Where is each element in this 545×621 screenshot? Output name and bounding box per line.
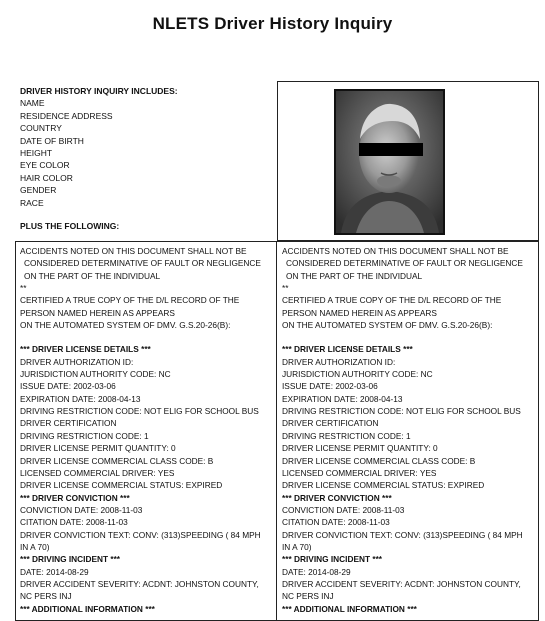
- commercial-class-line: DRIVER LICENSE COMMERCIAL CLASS CODE: B: [282, 455, 476, 466]
- issue-date-line: ISSUE DATE: 2002-03-06: [282, 381, 378, 392]
- disclaimer-line: ON THE PART OF THE INDIVIDUAL: [24, 270, 161, 281]
- includes-item: GENDER: [20, 185, 57, 196]
- restriction-code-line: DRIVING RESTRICTION CODE: 1: [282, 430, 411, 441]
- incident-date-line: DATE: 2014-08-29: [20, 566, 89, 577]
- issue-date-line: ISSUE DATE: 2002-03-06: [20, 381, 116, 392]
- citation-date-line: CITATION DATE: 2008-11-03: [20, 517, 128, 528]
- certification-line: DRIVER CERTIFICATION: [282, 418, 379, 429]
- conviction-text-line: DRIVER CONVICTION TEXT: CONV: (313)SPEEDING ( 84 MPH: [282, 529, 523, 540]
- expiration-line: EXPIRATION DATE: 2008-04-13: [20, 393, 141, 404]
- commercial-status-line: DRIVER LICENSE COMMERCIAL STATUS: EXPIRED: [20, 480, 223, 491]
- restriction-code-line: DRIVING RESTRICTION CODE: 1: [20, 430, 149, 441]
- certified-line: ON THE AUTOMATED SYSTEM OF DMV. G.S.20-26(B):: [20, 320, 231, 331]
- licensed-commercial-line: LICENSED COMMERCIAL DRIVER: YES: [282, 467, 437, 478]
- permit-quantity-line: DRIVER LICENSE PERMIT QUANTITY: 0: [282, 443, 438, 454]
- conviction-text-line: IN A 70): [282, 541, 312, 552]
- auth-id-line: DRIVER AUTHORIZATION ID:: [282, 356, 396, 367]
- redacted-portrait-image: [336, 91, 443, 233]
- additional-info-header: *** ADDITIONAL INFORMATION ***: [282, 603, 417, 614]
- disclaimer-line: CONSIDERED DETERMINATIVE OF FAULT OR NEGLIGENCE: [286, 258, 523, 269]
- jurisdiction-line: JURISDICTION AUTHORITY CODE: NC: [20, 369, 171, 380]
- includes-list: [20, 85, 270, 232]
- includes-item: DATE OF BIRTH: [20, 135, 84, 146]
- expiration-line: EXPIRATION DATE: 2008-04-13: [282, 393, 403, 404]
- includes-item: RACE: [20, 197, 44, 208]
- accident-severity-line: DRIVER ACCIDENT SEVERITY: ACDNT: JOHNSTON COUNTY,: [20, 578, 259, 589]
- includes-header: DRIVER HISTORY INQUIRY INCLUDES:: [20, 86, 178, 96]
- includes-item: COUNTRY: [20, 123, 62, 134]
- separator-stars: **: [282, 283, 289, 294]
- license-details-header: *** DRIVER LICENSE DETAILS ***: [282, 344, 413, 355]
- disclaimer-line: ACCIDENTS NOTED ON THIS DOCUMENT SHALL NOT BE: [282, 246, 509, 256]
- conviction-date-line: CONVICTION DATE: 2008-11-03: [282, 504, 405, 515]
- record-column-right: [277, 241, 539, 621]
- incident-date-line: DATE: 2014-08-29: [282, 566, 351, 577]
- certified-line: CERTIFIED A TRUE COPY OF THE D/L RECORD OF THE: [20, 295, 240, 306]
- accident-severity-line: DRIVER ACCIDENT SEVERITY: ACDNT: JOHNSTON COUNTY,: [282, 578, 521, 589]
- photo-panel: [277, 81, 539, 241]
- licensed-commercial-line: LICENSED COMMERCIAL DRIVER: YES: [20, 467, 175, 478]
- driver-photo: [334, 89, 445, 235]
- conviction-text-line: IN A 70): [20, 541, 50, 552]
- certification-line: DRIVER CERTIFICATION: [20, 418, 117, 429]
- restriction-line: DRIVING RESTRICTION CODE: NOT ELIG FOR SCHOOL BUS: [20, 406, 259, 417]
- includes-item: HEIGHT: [20, 148, 53, 159]
- accident-severity-line: NC PERS INJ: [282, 591, 334, 602]
- certified-line: PERSON NAMED HEREIN AS APPEARS: [282, 307, 437, 318]
- certified-line: ON THE AUTOMATED SYSTEM OF DMV. G.S.20-26(B):: [282, 320, 493, 331]
- conviction-text-line: DRIVER CONVICTION TEXT: CONV: (313)SPEEDING ( 84 MPH: [20, 529, 261, 540]
- includes-item: EYE COLOR: [20, 160, 70, 171]
- page-title: NLETS Driver History Inquiry: [152, 14, 393, 33]
- jurisdiction-line: JURISDICTION AUTHORITY CODE: NC: [282, 369, 433, 380]
- certified-line: PERSON NAMED HEREIN AS APPEARS: [20, 307, 175, 318]
- conviction-header: *** DRIVER CONVICTION ***: [282, 492, 392, 503]
- disclaimer-line: ON THE PART OF THE INDIVIDUAL: [286, 270, 423, 281]
- disclaimer-line: CONSIDERED DETERMINATIVE OF FAULT OR NEGLIGENCE: [24, 258, 261, 269]
- accident-severity-line: NC PERS INJ: [20, 591, 72, 602]
- citation-date-line: CITATION DATE: 2008-11-03: [282, 517, 390, 528]
- certified-line: CERTIFIED A TRUE COPY OF THE D/L RECORD OF THE: [282, 295, 502, 306]
- incident-header: *** DRIVING INCIDENT ***: [282, 554, 383, 565]
- conviction-date-line: CONVICTION DATE: 2008-11-03: [20, 504, 143, 515]
- includes-item: HAIR COLOR: [20, 172, 73, 183]
- plus-following-label: PLUS THE FOLLOWING:: [20, 221, 120, 232]
- disclaimer-line: ACCIDENTS NOTED ON THIS DOCUMENT SHALL NOT BE: [20, 246, 247, 256]
- separator-stars: **: [20, 283, 27, 294]
- auth-id-line: DRIVER AUTHORIZATION ID:: [20, 356, 134, 367]
- incident-header: *** DRIVING INCIDENT ***: [20, 554, 121, 565]
- commercial-class-line: DRIVER LICENSE COMMERCIAL CLASS CODE: B: [20, 455, 214, 466]
- conviction-header: *** DRIVER CONVICTION ***: [20, 492, 130, 503]
- additional-info-header: *** ADDITIONAL INFORMATION ***: [20, 603, 155, 614]
- record-column-left: [15, 241, 277, 621]
- permit-quantity-line: DRIVER LICENSE PERMIT QUANTITY: 0: [20, 443, 176, 454]
- includes-item: RESIDENCE ADDRESS: [20, 110, 113, 121]
- restriction-line: DRIVING RESTRICTION CODE: NOT ELIG FOR SCHOOL BUS: [282, 406, 521, 417]
- license-details-header: *** DRIVER LICENSE DETAILS ***: [20, 344, 151, 355]
- commercial-status-line: DRIVER LICENSE COMMERCIAL STATUS: EXPIRED: [282, 480, 485, 491]
- includes-item: NAME: [20, 98, 45, 109]
